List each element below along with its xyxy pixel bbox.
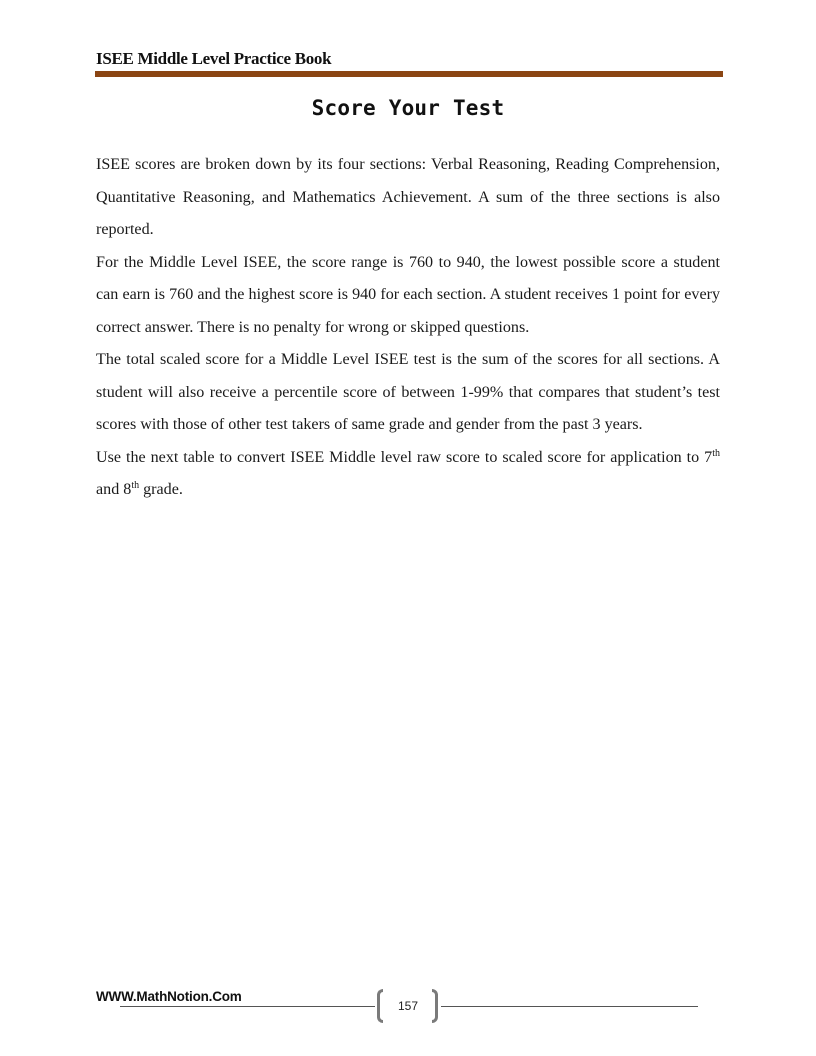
paragraph-score-range: For the Middle Level ISEE, the score range is 760 to 940, the lowest possible score a student can earn is 760 and the highest score is 940 for each section. A student receives 1 point for every correct answer. There is no penalty for wrong or skipped questions.	[96, 253, 720, 336]
conversion-text-start: Use the next table to convert ISEE Middle level raw score to scaled score for application to 7	[96, 448, 713, 466]
page-number-bracket-right	[432, 989, 438, 1023]
paragraph-total-score: The total scaled score for a Middle Level ISEE test is the sum of the scores for all sections. A student will also receive a percentile score of between 1-99% that compares that student’s test scores with those of other test takers of same grade and gender from the past 3 years.	[96, 351, 720, 433]
footer-rule-left	[120, 1006, 375, 1007]
footer-site-link[interactable]: WWW.MathNotion.Com	[96, 989, 242, 1004]
footer-rule-right	[441, 1006, 698, 1007]
page-title: Score Your Test	[311, 96, 505, 120]
page-number-bracket-left	[377, 989, 383, 1023]
header-rule	[95, 71, 723, 77]
body-text	[96, 149, 720, 507]
superscript-th-8: th	[131, 480, 140, 491]
page-number: 157	[397, 999, 419, 1013]
superscript-th-7: th	[712, 447, 720, 459]
paragraph-sections: ISEE scores are broken down by its four sections: Verbal Reasoning, Reading Comprehension, Quantitative Reasoning, and Mathematics Achievement. A sum of the three sections is also reported.	[96, 156, 720, 238]
paragraph-conversion	[96, 442, 720, 507]
conversion-text-mid: and 8	[96, 481, 132, 498]
running-header-title: ISEE Middle Level Practice Book	[96, 49, 332, 68]
conversion-text-end: grade.	[139, 481, 183, 498]
